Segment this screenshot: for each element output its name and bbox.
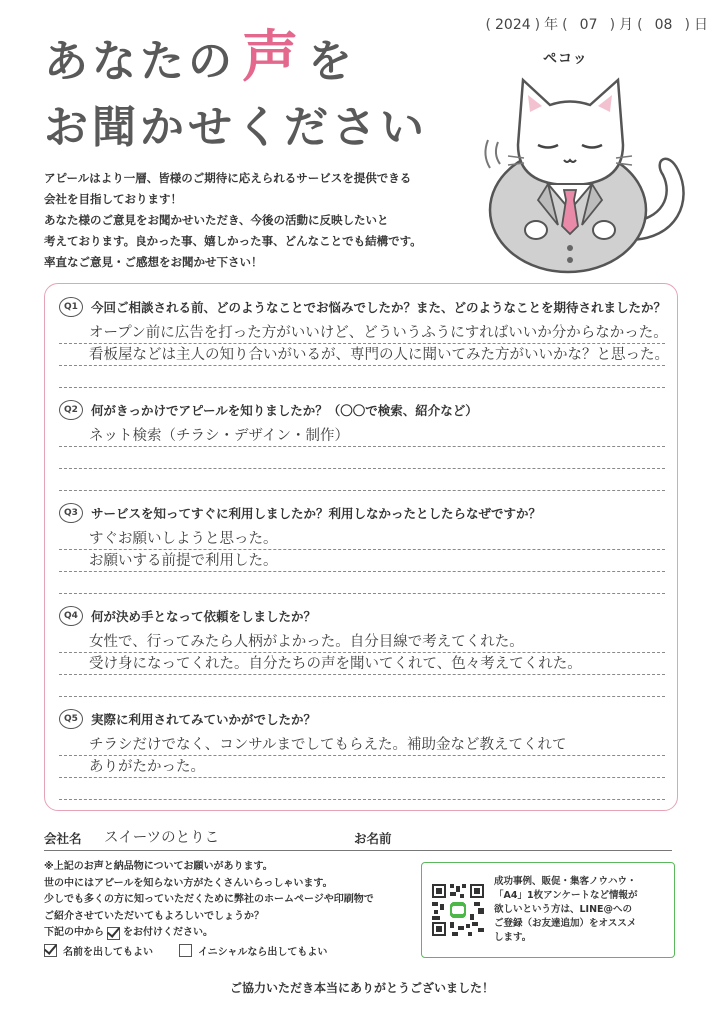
answer-line[interactable] bbox=[59, 572, 665, 594]
question-text: 実際に利用されてみていかがでしたか？ bbox=[91, 712, 317, 727]
question-number-badge: Q3 bbox=[59, 503, 83, 523]
answer-line[interactable]: 看板屋などは主人の知り合いがいるが、専門の人に聞いてみた方がいいかな？と思った。 bbox=[59, 344, 665, 366]
question-text: サービスを知ってすぐに利用しましたか？利用しなかったとしたらなぜですか？ bbox=[91, 506, 542, 521]
year-label: 年 bbox=[544, 17, 559, 33]
question-5 bbox=[59, 708, 665, 800]
thanks-message: ご協力いただき本当にありがとうございました！ bbox=[229, 981, 494, 995]
checkbox-checked[interactable] bbox=[44, 944, 57, 957]
survey-date: ( 2024 ) 年 ( 07 ) 月 ( 08 ) 日 bbox=[486, 14, 708, 34]
answer-line[interactable]: オープン前に広告を打った方がいいけど、どういうふうにすればいいか分からなかった。 bbox=[59, 322, 665, 344]
answer-line[interactable] bbox=[59, 447, 665, 469]
answer-line[interactable]: ありがたかった。 bbox=[59, 756, 665, 778]
intro-text: アピールはより一層、皆様のご期待に応えられるサービスを提供できる 会社を目指しております！ あなた様のご意見をお聞かせいただき、今後の活動に反映したいと 考えております。良かった事、嬉しかった事、どんなことでも結構です。 率直なご意見・ご感想をお聞かせ下さい！ bbox=[44, 171, 422, 269]
line-promo-box bbox=[421, 862, 675, 958]
answer-line[interactable] bbox=[59, 778, 665, 800]
answer-line[interactable]: ネット検索（チラシ・デザイン・制作） bbox=[59, 425, 665, 447]
answer-line[interactable]: 女性で、行ってみたら人柄がよかった。自分目線で考えてくれた。 bbox=[59, 631, 665, 653]
question-4 bbox=[59, 605, 665, 697]
question-text: 何がきっかけでアピールを知りましたか？（〇〇で検索、紹介など） bbox=[91, 403, 478, 418]
publish-options bbox=[44, 943, 327, 958]
option-name-ok[interactable]: 名前を出してもよい bbox=[44, 943, 153, 958]
question-1 bbox=[59, 296, 669, 388]
name-label: お名前 bbox=[354, 831, 392, 846]
cat-mascot-illustration bbox=[478, 50, 698, 275]
answer-line[interactable]: すぐお願いしようと思った。 bbox=[59, 528, 665, 550]
answer-line[interactable]: チラシだけでなく、コンサルまでしてもらえた。補助金など教えてくれて bbox=[59, 734, 665, 756]
answer-line[interactable] bbox=[59, 675, 665, 697]
year-value: 2024 bbox=[495, 17, 531, 33]
question-number-badge: Q5 bbox=[59, 709, 83, 729]
month-label: 月 bbox=[619, 17, 634, 33]
answer-line[interactable] bbox=[59, 469, 665, 491]
title-voice: 声 bbox=[242, 25, 302, 90]
question-3 bbox=[59, 502, 665, 594]
question-text: 今回ご相談される前、どのようなことでお悩みでしたか？また、どのようなことを期待されましたか？ bbox=[91, 300, 667, 315]
questions-box bbox=[44, 283, 678, 811]
page-title: あなたの 声 を お聞かせください bbox=[44, 25, 428, 153]
option-initial-ok[interactable]: イニシャルなら出してもよい bbox=[179, 943, 327, 958]
question-2 bbox=[59, 399, 665, 491]
line-promo-text: 成功事例、販促・集客ノウハウ・ 「A4」1枚アンケートなど情報が 欲しいという方は、LINE@への ご登録（お友達追加）をオススメ します。 bbox=[494, 876, 638, 943]
company-name-row bbox=[44, 827, 672, 851]
checkmark-example-icon bbox=[107, 927, 120, 940]
question-number-badge: Q1 bbox=[59, 297, 83, 317]
question-number-badge: Q4 bbox=[59, 606, 83, 626]
checkbox-unchecked[interactable] bbox=[179, 944, 192, 957]
company-label: 会社名 bbox=[44, 831, 82, 846]
sound-effect: ペコッ bbox=[543, 51, 588, 67]
qr-code-icon[interactable] bbox=[430, 882, 486, 938]
consent-notes: ※上記のお声と納品物についてお願いがあります。 世の中にはアピールを知らない方がたくさんいらっしゃいます。 少しでも多くの方に知っていただくために弊社のホームページや印刷物で ご紹介させていただいてもよろしいでしょうか？ 下記の中から をお付けください。 bbox=[44, 861, 374, 938]
answer-line[interactable]: お願いする前提で利用した。 bbox=[59, 550, 665, 572]
answer-line[interactable] bbox=[59, 366, 665, 388]
question-number-badge: Q2 bbox=[59, 400, 83, 420]
day-label: 日 bbox=[694, 17, 708, 33]
day-value: 08 bbox=[654, 17, 673, 33]
answer-line[interactable]: 受け身になってくれた。自分たちの声を聞いてくれて、色々考えてくれた。 bbox=[59, 653, 665, 675]
company-field[interactable]: スイーツのとりこ bbox=[104, 830, 220, 846]
month-value: 07 bbox=[579, 17, 598, 33]
question-text: 何が決め手となって依頼をしましたか？ bbox=[91, 609, 317, 624]
